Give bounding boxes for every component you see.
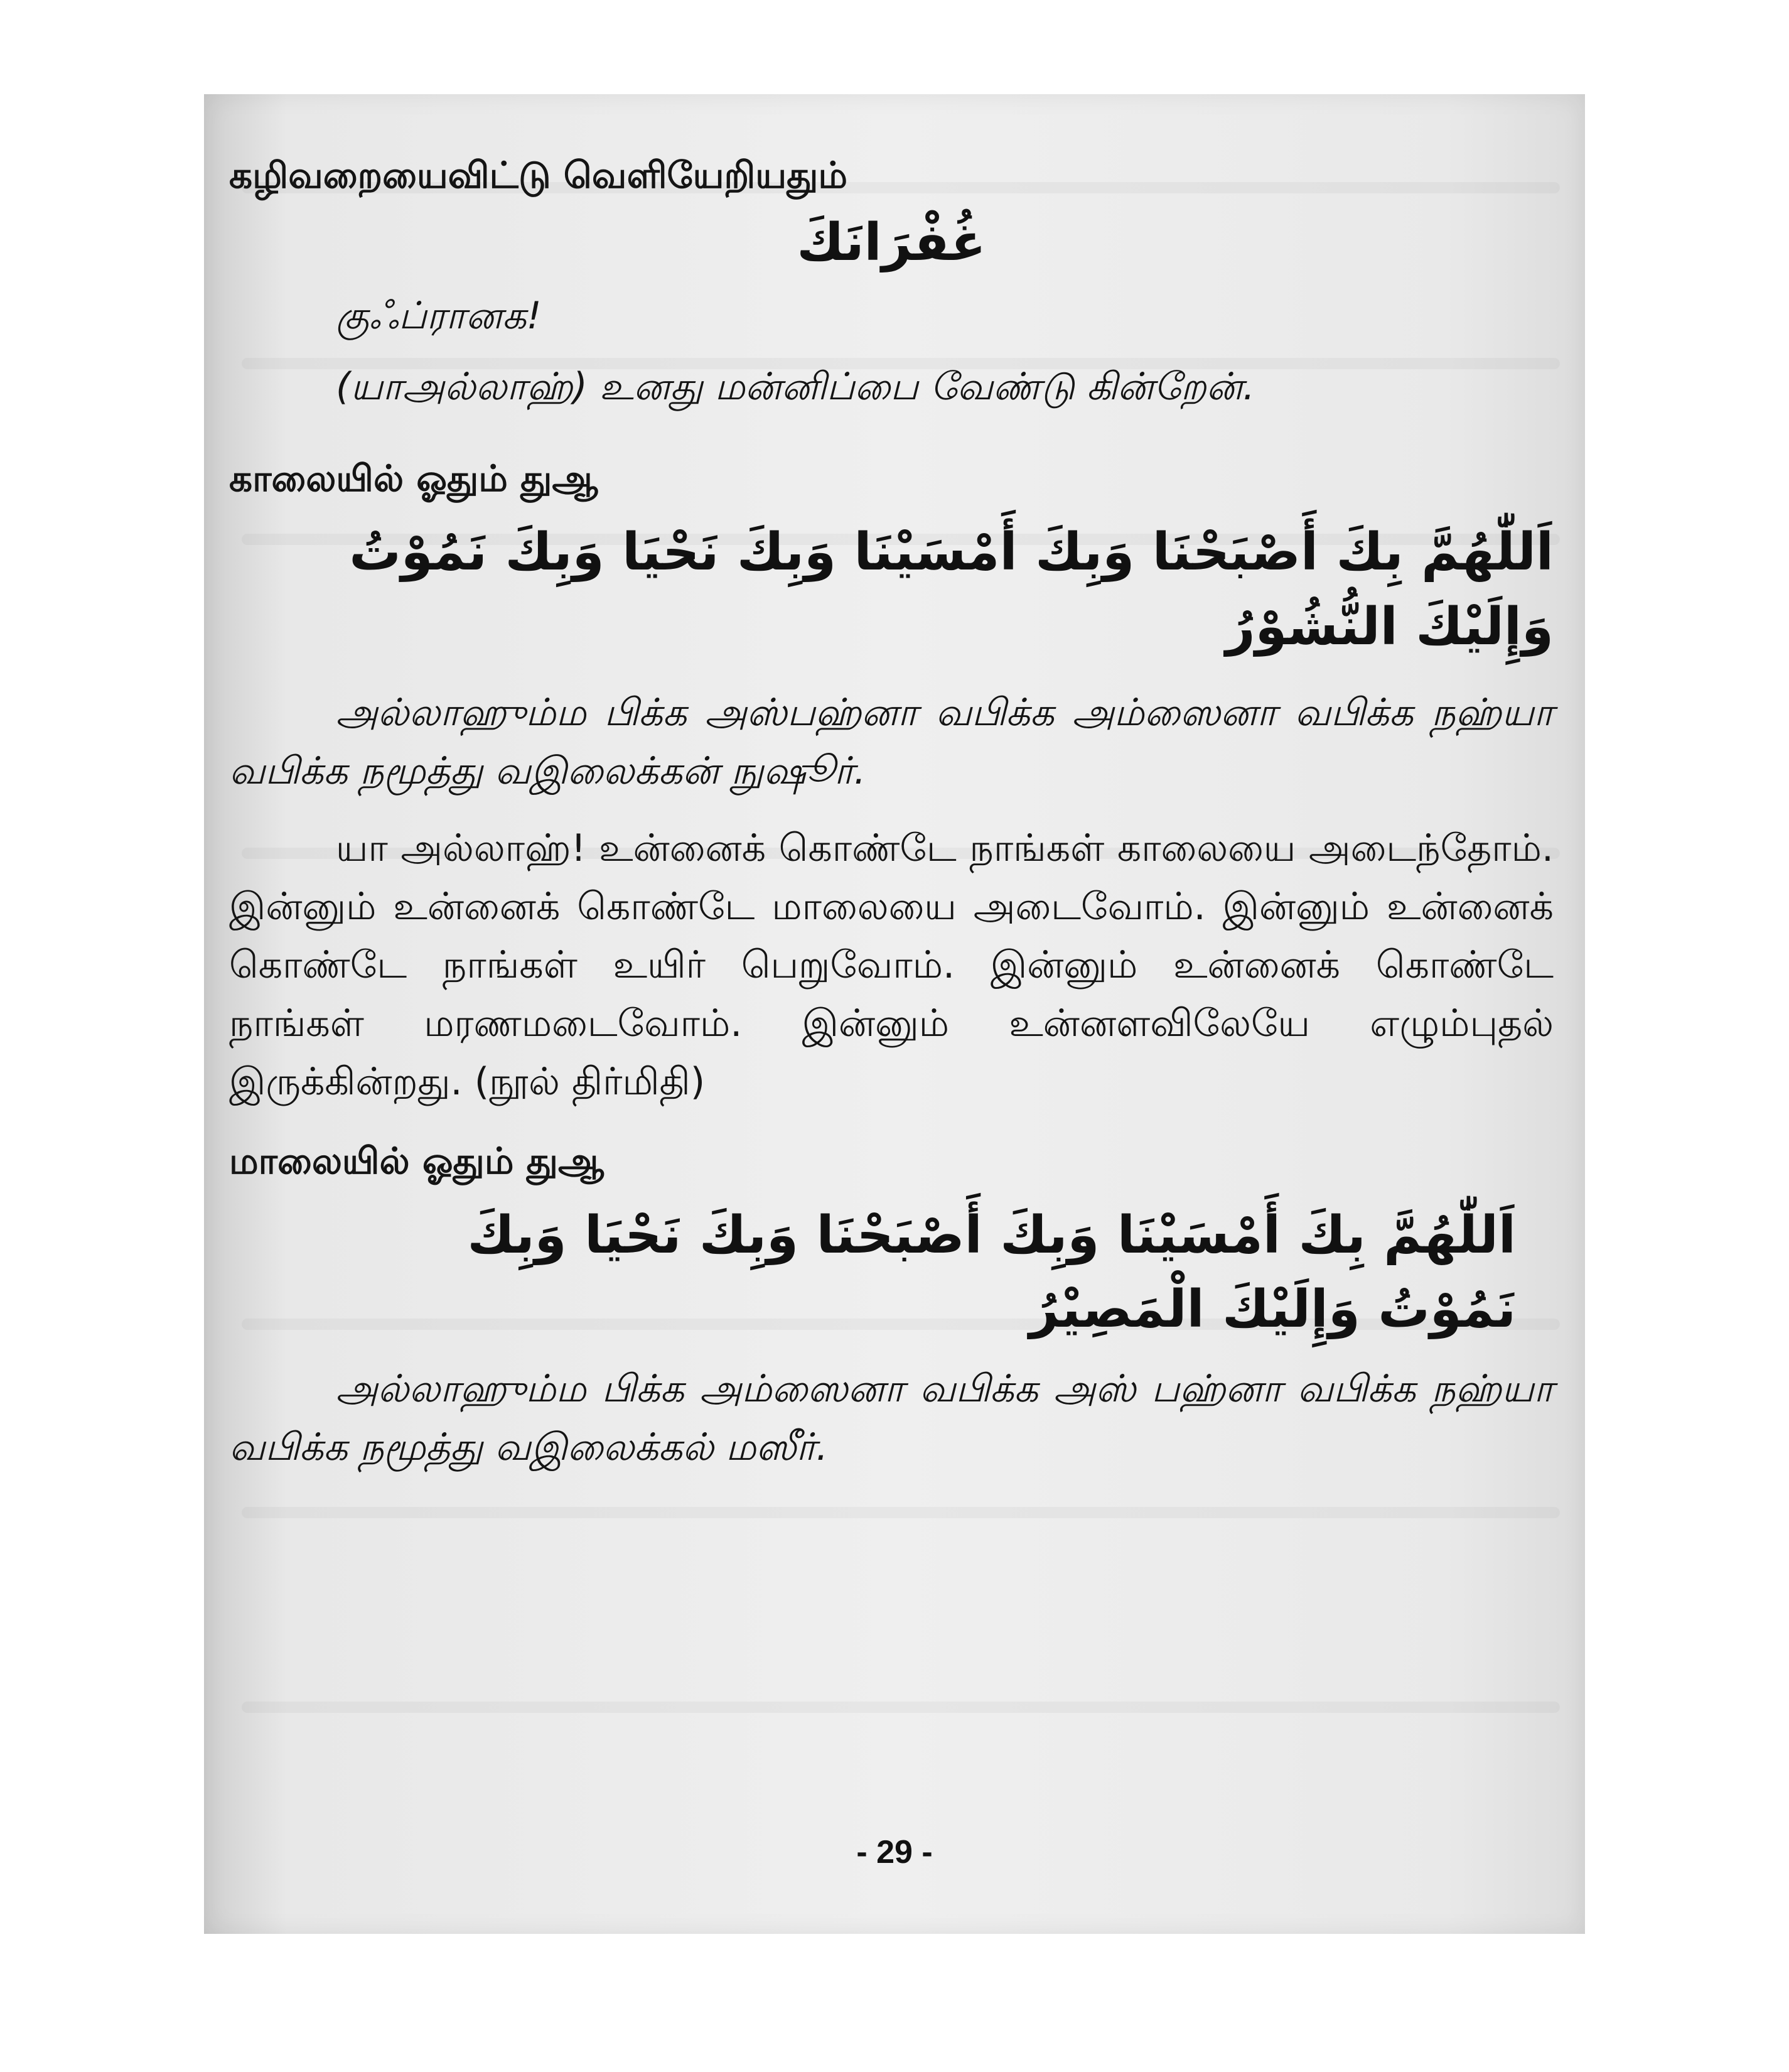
page-number: - 29 - [856,1834,933,1870]
arabic-evening-dua: اَللّٰهُمَّ بِكَ أَمْسَيْنَا وَبِكَ أَصْبَحْنَا وَبِكَ نَحْيَا وَبِكَ نَمُوْتُ وَإِلَيْكَ الْمَصِيْرُ [467,1205,1516,1340]
bleed-through-line [242,1507,1560,1518]
page-content [229,151,1554,1477]
arabic-morning-dua: اَللّٰهُمَّ بِكَ أَصْبَحْنَا وَبِكَ أَمْسَيْنَا وَبِكَ نَحْيَا وَبِكَ نَمُوْتُ وَإِلَيْكَ النُّشُوْرُ [349,522,1554,657]
section-heading-morning-dua: காலையில் ஓதும் துஆ [229,457,598,500]
translation-morning-dua: யா அல்லாஹ்! உன்னைக் கொண்டே நாங்கள் காலையை அடைந்தோம். இன்னும் உன்னைக் கொண்டே மாலையை அடைவோம். இன்னும் உன்னைக் கொண்டே நாங்கள் உயிர் பெறுவோம். இன்னும் உன்னைக் கொண்டே நாங்கள் மரணமடைவோம். இன்னும் உன்னளவிலேயே எழும்புதல் இருக்கின்றது. (நூல் திர்மிதி) [229,826,1554,1104]
transliteration-evening-dua: அல்லாஹும்ம பிக்க அம்ஸைனா வபிக்க அஸ் பஹ்னா வபிக்க நஹ்யா வபிக்க நமூத்து வஇலைக்கல் மஸீர். [229,1367,1554,1470]
book-page [204,94,1585,1934]
section-heading-after-toilet: கழிவறையைவிட்டு வெளியேறியதும் [229,154,848,197]
transliteration-ghufranak: குஃப்ரானக! [336,294,542,338]
arabic-dua-ghufranak: غُفْرَانَكَ [797,213,986,273]
bleed-through-line [242,1702,1560,1713]
transliteration-morning-dua: அல்லாஹும்ம பிக்க அஸ்பஹ்னா வபிக்க அம்ஸைனா வபிக்க நஹ்யா வபிக்க நமூத்து வஇலைக்கன் நுஷூர். [229,691,1554,794]
section-heading-evening-dua: மாலையில் ஓதும் துஆ [229,1140,604,1183]
translation-ghufranak: (யாஅல்லாஹ்) உனது மன்னிப்பை வேண்டு கின்றேன். [336,365,1255,409]
